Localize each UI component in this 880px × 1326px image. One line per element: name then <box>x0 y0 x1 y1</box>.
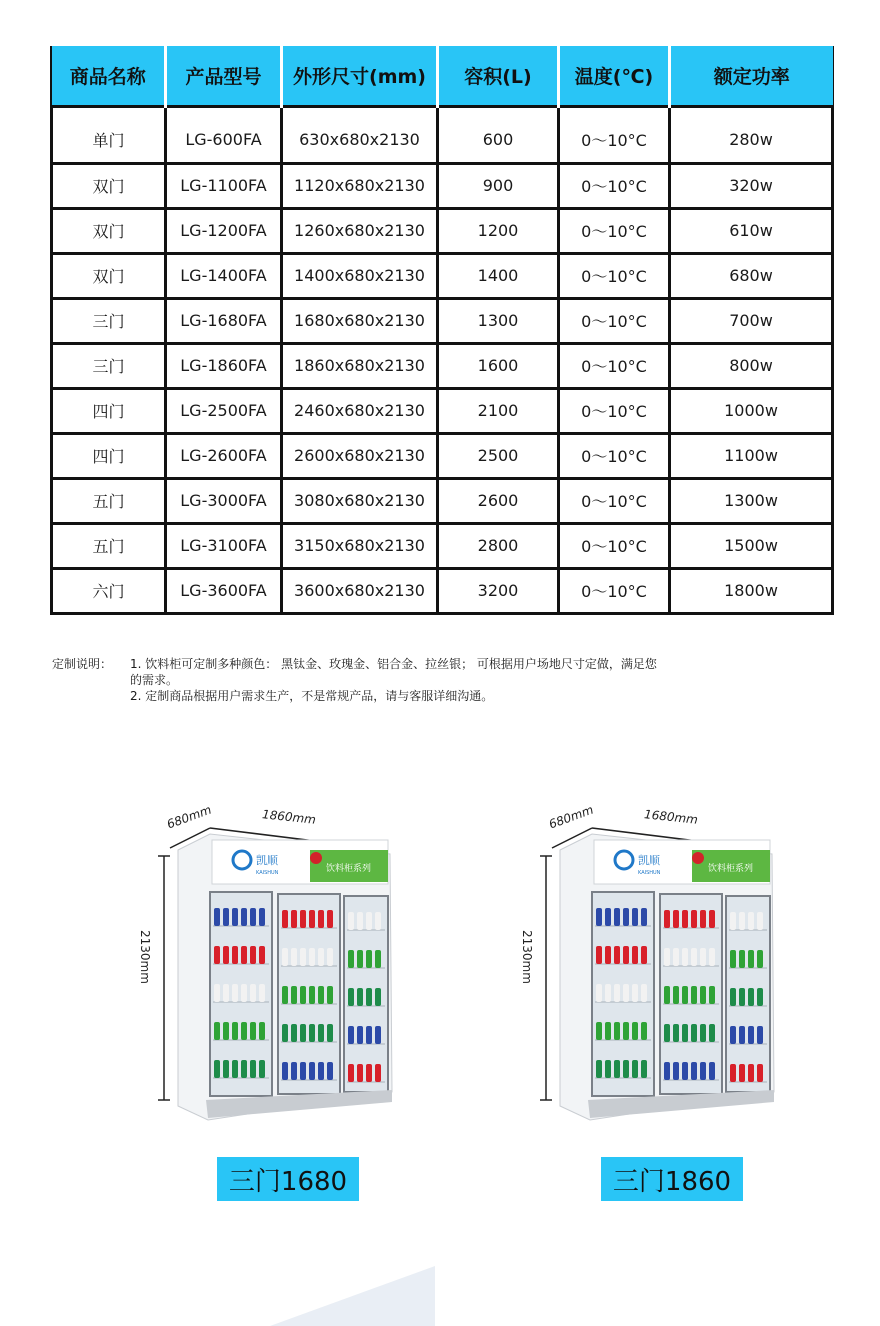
header-volume: 容积(L) <box>438 46 559 106</box>
bottle <box>739 1026 745 1044</box>
bottle <box>673 910 679 928</box>
bottle <box>682 1024 688 1042</box>
bottle <box>291 986 297 1004</box>
bottle <box>291 1062 297 1080</box>
bottle <box>641 984 647 1002</box>
cell-model: LG-1680FA <box>166 298 282 343</box>
bottle <box>300 910 306 928</box>
bottle <box>641 1022 647 1040</box>
cell-temperature: 0～10°C <box>559 106 670 163</box>
bottle <box>282 910 288 928</box>
bottle <box>223 946 229 964</box>
bottle <box>327 910 333 928</box>
cell-temperature: 0～10°C <box>559 343 670 388</box>
bottle <box>641 1060 647 1078</box>
bottle <box>641 946 647 964</box>
bottle <box>614 908 620 926</box>
bottle <box>596 1060 602 1078</box>
bottle <box>259 946 265 964</box>
bottle <box>282 986 288 1004</box>
depth-label: 680mm <box>547 802 596 832</box>
bottle <box>757 988 763 1006</box>
cell-power: 610w <box>670 208 833 253</box>
bottle <box>596 908 602 926</box>
bottle <box>691 986 697 1004</box>
cell-temperature: 0～10°C <box>559 478 670 523</box>
bottle <box>664 986 670 1004</box>
bottle <box>357 950 363 968</box>
cell-power: 320w <box>670 163 833 208</box>
cell-product-name: 双门 <box>52 208 166 253</box>
cell-model: LG-1400FA <box>166 253 282 298</box>
bottle <box>214 946 220 964</box>
cell-product-name: 四门 <box>52 388 166 433</box>
cell-product-name: 四门 <box>52 433 166 478</box>
bottle <box>691 1062 697 1080</box>
bottle <box>259 984 265 1002</box>
bottle <box>327 1062 333 1080</box>
bottle <box>309 910 315 928</box>
bottle <box>623 984 629 1002</box>
bottle <box>673 1024 679 1042</box>
bottle <box>748 912 754 930</box>
bottle <box>318 948 324 966</box>
header-temperature: 温度(℃) <box>559 46 670 106</box>
cell-dimensions: 1260x680x2130 <box>282 208 438 253</box>
bottle <box>691 1024 697 1042</box>
cell-dimensions: 3600x680x2130 <box>282 568 438 613</box>
bottle <box>241 984 247 1002</box>
bottle <box>614 946 620 964</box>
cell-volume: 900 <box>438 163 559 208</box>
cell-volume: 2100 <box>438 388 559 433</box>
fridge-image <box>130 800 430 1130</box>
width-label: 1680mm <box>643 807 699 827</box>
bottle <box>357 912 363 930</box>
cell-power: 1300w <box>670 478 833 523</box>
bottle <box>614 1060 620 1078</box>
depth-label: 680mm <box>165 802 214 832</box>
cell-power: 680w <box>670 253 833 298</box>
bottle <box>232 1060 238 1078</box>
bottle <box>623 908 629 926</box>
bottle <box>748 988 754 1006</box>
bottle <box>632 984 638 1002</box>
bottle <box>739 950 745 968</box>
cell-product-name: 双门 <box>52 253 166 298</box>
caption-left: 三门1680 <box>217 1157 359 1201</box>
bottle <box>632 1060 638 1078</box>
bottle <box>623 946 629 964</box>
bottle <box>327 986 333 1004</box>
cell-model: LG-1200FA <box>166 208 282 253</box>
notes-body <box>130 656 780 704</box>
bottle <box>673 1062 679 1080</box>
bottle <box>366 988 372 1006</box>
cell-temperature: 0～10°C <box>559 253 670 298</box>
table-body <box>52 106 833 613</box>
cell-volume: 3200 <box>438 568 559 613</box>
bottle <box>300 1024 306 1042</box>
bottle <box>709 1062 715 1080</box>
bottle <box>605 1022 611 1040</box>
series-text: 饮料柜系列 <box>708 864 754 874</box>
notes-label: 定制说明： <box>52 657 113 671</box>
bottle <box>700 1062 706 1080</box>
bottle <box>348 912 354 930</box>
bottle <box>596 946 602 964</box>
cell-volume: 1200 <box>438 208 559 253</box>
cell-model: LG-3100FA <box>166 523 282 568</box>
height-label: 2130mm <box>520 930 534 984</box>
table-header-row <box>52 46 833 106</box>
bottle <box>596 984 602 1002</box>
cell-dimensions: 2600x680x2130 <box>282 433 438 478</box>
cell-temperature: 0～10°C <box>559 568 670 613</box>
bottle <box>241 1022 247 1040</box>
bottle <box>259 1060 265 1078</box>
note-line-1: 1. 饮料柜可定制多种颜色： 黑钛金、玫瑰金、铝合金、拉丝银； 可根据用户场地尺寸定做，满足您 <box>130 657 657 671</box>
bottle <box>375 912 381 930</box>
bottle <box>250 1022 256 1040</box>
bottle <box>348 988 354 1006</box>
bottle <box>214 984 220 1002</box>
bottle <box>357 1064 363 1082</box>
table-row <box>52 253 833 298</box>
header-product-name: 商品名称 <box>52 46 166 106</box>
cell-volume: 1600 <box>438 343 559 388</box>
cell-temperature: 0～10°C <box>559 433 670 478</box>
bottle <box>700 910 706 928</box>
note-line-2: 2. 定制商品根据用户需求生产，不是常规产品，请与客服详细沟通。 <box>130 689 494 703</box>
bottle <box>366 912 372 930</box>
bottle <box>739 988 745 1006</box>
width-label: 1860mm <box>261 807 317 827</box>
cell-temperature: 0～10°C <box>559 208 670 253</box>
bottle <box>282 1024 288 1042</box>
bottle <box>757 950 763 968</box>
bottle <box>309 1024 315 1042</box>
cell-power: 1500w <box>670 523 833 568</box>
bottle <box>748 950 754 968</box>
bottle <box>673 986 679 1004</box>
bottle <box>250 984 256 1002</box>
bottle <box>259 908 265 926</box>
cell-temperature: 0～10°C <box>559 388 670 433</box>
cell-dimensions: 3150x680x2130 <box>282 523 438 568</box>
bottle <box>366 950 372 968</box>
brand-logo-sub: KAISHUN <box>638 870 661 876</box>
table-row <box>52 478 833 523</box>
bottle <box>282 1062 288 1080</box>
bottle <box>605 1060 611 1078</box>
bottle <box>709 986 715 1004</box>
bottle <box>709 910 715 928</box>
cell-temperature: 0～10°C <box>559 163 670 208</box>
bottle <box>250 1060 256 1078</box>
bottle <box>214 908 220 926</box>
bottle <box>318 910 324 928</box>
cell-temperature: 0～10°C <box>559 298 670 343</box>
cherry-icon <box>310 852 322 864</box>
bottle <box>691 910 697 928</box>
bottle <box>632 1022 638 1040</box>
cell-product-name: 单门 <box>52 106 166 163</box>
bottle <box>259 1022 265 1040</box>
cell-temperature: 0～10°C <box>559 523 670 568</box>
cell-dimensions: 1680x680x2130 <box>282 298 438 343</box>
cell-power: 280w <box>670 106 833 163</box>
bottle <box>291 948 297 966</box>
bottle <box>309 948 315 966</box>
cell-dimensions: 1120x680x2130 <box>282 163 438 208</box>
header-power: 额定功率 <box>670 46 833 106</box>
bottle <box>250 908 256 926</box>
bottle <box>700 986 706 1004</box>
cell-dimensions: 1400x680x2130 <box>282 253 438 298</box>
bottle <box>664 1024 670 1042</box>
cell-volume: 1300 <box>438 298 559 343</box>
bottle <box>632 908 638 926</box>
brand-logo-sub: KAISHUN <box>256 870 279 876</box>
bottle <box>318 1062 324 1080</box>
bottle <box>664 910 670 928</box>
bottle <box>673 948 679 966</box>
bottle <box>664 948 670 966</box>
table-row <box>52 523 833 568</box>
bottle <box>632 946 638 964</box>
cherry-icon <box>692 852 704 864</box>
bottle <box>309 1062 315 1080</box>
cell-product-name: 双门 <box>52 163 166 208</box>
bottle <box>605 946 611 964</box>
caption-right: 三门1860 <box>601 1157 743 1201</box>
bottle <box>682 986 688 1004</box>
bottle <box>605 984 611 1002</box>
bottle <box>623 1060 629 1078</box>
decorative-shape <box>0 1262 880 1326</box>
cell-model: LG-1100FA <box>166 163 282 208</box>
bottle <box>700 1024 706 1042</box>
bottle <box>739 1064 745 1082</box>
table-row <box>52 343 833 388</box>
bottle <box>757 912 763 930</box>
cell-power: 1000w <box>670 388 833 433</box>
bottle <box>375 950 381 968</box>
bottle <box>596 1022 602 1040</box>
bottle <box>664 1062 670 1080</box>
bottle <box>709 1024 715 1042</box>
bottle <box>291 1024 297 1042</box>
bottle <box>300 948 306 966</box>
bottle <box>232 1022 238 1040</box>
bottle <box>623 1022 629 1040</box>
bottle <box>327 1024 333 1042</box>
bottle <box>348 1064 354 1082</box>
bottle <box>214 1022 220 1040</box>
bottle <box>605 908 611 926</box>
header-model: 产品型号 <box>166 46 282 106</box>
bottle <box>357 1026 363 1044</box>
height-label: 2130mm <box>138 930 152 984</box>
bottle <box>357 988 363 1006</box>
cell-power: 1800w <box>670 568 833 613</box>
cell-power: 1100w <box>670 433 833 478</box>
cell-volume: 2500 <box>438 433 559 478</box>
brand-logo-text: 凯顺 <box>638 854 660 867</box>
bottle <box>214 1060 220 1078</box>
bottle <box>318 986 324 1004</box>
bottle <box>300 1062 306 1080</box>
cell-volume: 2800 <box>438 523 559 568</box>
bottle <box>375 1064 381 1082</box>
bottle <box>682 1062 688 1080</box>
cell-dimensions: 2460x680x2130 <box>282 388 438 433</box>
bottle <box>691 948 697 966</box>
bottle <box>614 1022 620 1040</box>
cell-model: LG-2600FA <box>166 433 282 478</box>
bottle <box>730 988 736 1006</box>
table-row <box>52 163 833 208</box>
bottle <box>700 948 706 966</box>
bottle <box>614 984 620 1002</box>
bottle <box>318 1024 324 1042</box>
header-dimensions: 外形尺寸(mm) <box>282 46 438 106</box>
cell-power: 700w <box>670 298 833 343</box>
cell-product-name: 六门 <box>52 568 166 613</box>
table-row <box>52 298 833 343</box>
cell-model: LG-3000FA <box>166 478 282 523</box>
bottle <box>641 908 647 926</box>
table-row <box>52 433 833 478</box>
bottle <box>757 1064 763 1082</box>
bottle <box>282 948 288 966</box>
bottle <box>366 1064 372 1082</box>
table-row <box>52 106 833 163</box>
bottle <box>348 950 354 968</box>
table-row <box>52 568 833 613</box>
note-line-1-cont: 的需求。 <box>130 673 179 687</box>
cell-dimensions: 630x680x2130 <box>282 106 438 163</box>
cell-volume: 2600 <box>438 478 559 523</box>
bottle <box>232 908 238 926</box>
brand-logo-text: 凯顺 <box>256 854 278 867</box>
fridge-image <box>512 800 812 1130</box>
cell-product-name: 五门 <box>52 478 166 523</box>
bottle <box>682 910 688 928</box>
cell-model: LG-1860FA <box>166 343 282 388</box>
cell-product-name: 五门 <box>52 523 166 568</box>
bottle <box>757 1026 763 1044</box>
cell-dimensions: 1860x680x2130 <box>282 343 438 388</box>
bottle <box>250 946 256 964</box>
bottle <box>730 950 736 968</box>
bottle <box>223 908 229 926</box>
cell-model: LG-2500FA <box>166 388 282 433</box>
bottle <box>366 1026 372 1044</box>
bottle <box>232 984 238 1002</box>
bottle <box>730 1064 736 1082</box>
bottle <box>730 912 736 930</box>
table-row <box>52 208 833 253</box>
bottle <box>223 984 229 1002</box>
series-text: 饮料柜系列 <box>326 864 372 874</box>
bottle <box>327 948 333 966</box>
cell-power: 800w <box>670 343 833 388</box>
bottle <box>291 910 297 928</box>
cell-product-name: 三门 <box>52 298 166 343</box>
cell-volume: 600 <box>438 106 559 163</box>
cell-dimensions: 3080x680x2130 <box>282 478 438 523</box>
bottle <box>241 908 247 926</box>
cell-product-name: 三门 <box>52 343 166 388</box>
bottle <box>348 1026 354 1044</box>
bottle <box>748 1026 754 1044</box>
bottle <box>241 1060 247 1078</box>
bottle <box>739 912 745 930</box>
bottle <box>232 946 238 964</box>
cell-model: LG-600FA <box>166 106 282 163</box>
bottle <box>748 1064 754 1082</box>
bottle <box>375 1026 381 1044</box>
bottle <box>223 1022 229 1040</box>
table-row <box>52 388 833 433</box>
bottle <box>241 946 247 964</box>
cell-volume: 1400 <box>438 253 559 298</box>
bottle <box>730 1026 736 1044</box>
bottle <box>309 986 315 1004</box>
bottle <box>223 1060 229 1078</box>
bottle <box>682 948 688 966</box>
bottle <box>300 986 306 1004</box>
bottle <box>375 988 381 1006</box>
bottle <box>709 948 715 966</box>
spec-table <box>50 46 834 615</box>
cell-model: LG-3600FA <box>166 568 282 613</box>
